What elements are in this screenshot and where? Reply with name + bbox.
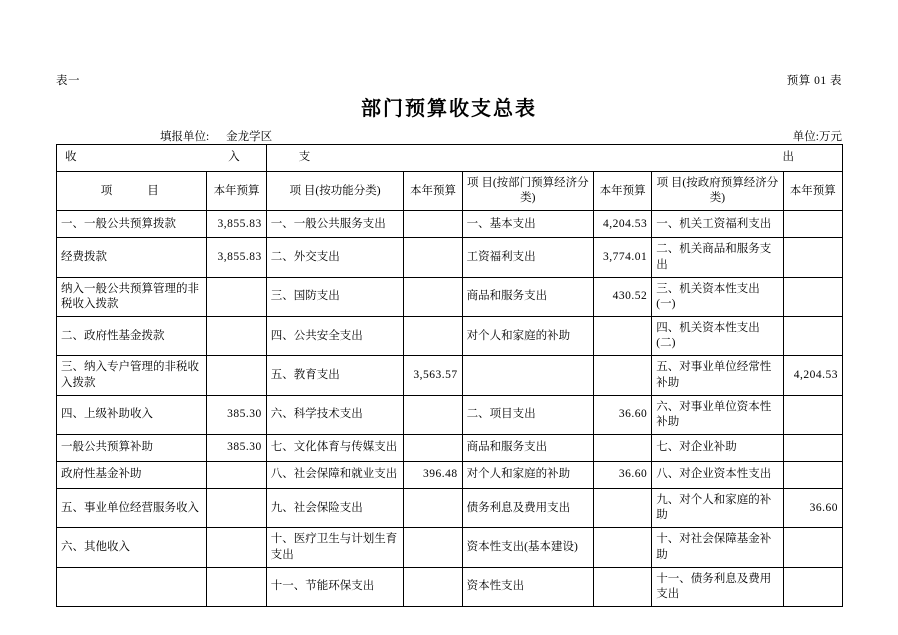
column-header-income-item: 项 目 (57, 172, 207, 211)
page-title: 部门预算收支总表 (361, 98, 537, 120)
dept-econ-item: 资本性支出(基本建设) (462, 528, 593, 567)
income-item: 一、一般公共预算拨款 (57, 211, 207, 238)
function-item: 六、科学技术支出 (266, 395, 404, 434)
column-header-dept-econ-item: 项 目(按部门预算经济分类) (462, 172, 593, 211)
group-header-expenditure-right: 出 (782, 151, 794, 164)
income-value (207, 462, 266, 489)
income-item: 三、纳入专户管理的非税收入拨款 (57, 356, 207, 395)
function-item: 一、一般公共服务支出 (266, 211, 404, 238)
income-item (57, 567, 207, 606)
function-value (404, 567, 462, 606)
table-row (57, 528, 843, 567)
function-value (404, 238, 462, 277)
income-item: 一般公共预算补助 (57, 435, 207, 462)
group-header-expenditure (266, 145, 842, 172)
dept-econ-value (594, 317, 652, 356)
dept-econ-item: 对个人和家庭的补助 (462, 317, 593, 356)
gov-econ-item: 八、对企业资本性支出 (652, 462, 783, 489)
income-value: 385.30 (207, 395, 266, 434)
page-top-tags (56, 72, 842, 88)
gov-econ-item: 二、机关商品和服务支出 (652, 238, 783, 277)
function-value: 396.48 (404, 462, 462, 489)
function-value (404, 489, 462, 528)
function-value (404, 435, 462, 462)
table-row (57, 317, 843, 356)
group-header-income-right: 入 (228, 151, 240, 164)
income-value (207, 356, 266, 395)
function-item: 十一、节能环保支出 (266, 567, 404, 606)
table-row (57, 395, 843, 434)
function-item: 九、社会保险支出 (266, 489, 404, 528)
table-row (57, 238, 843, 277)
dept-econ-value (594, 528, 652, 567)
gov-econ-value (783, 317, 842, 356)
column-header-gov-econ-item: 项 目(按政府预算经济分类) (652, 172, 783, 211)
table-row (57, 356, 843, 395)
gov-econ-item: 九、对个人和家庭的补助 (652, 489, 783, 528)
income-item: 纳入一般公共预算管理的非税收入拨款 (57, 277, 207, 316)
table-row (57, 462, 843, 489)
column-header-function-budget: 本年预算 (404, 172, 462, 211)
gov-econ-value (783, 567, 842, 606)
table-column-header-row (57, 172, 843, 211)
dept-econ-item: 二、项目支出 (462, 395, 593, 434)
gov-econ-item: 三、机关资本性支出(一) (652, 277, 783, 316)
gov-econ-item: 十一、债务利息及费用支出 (652, 567, 783, 606)
function-item: 八、社会保障和就业支出 (266, 462, 404, 489)
income-value (207, 567, 266, 606)
gov-econ-item: 六、对事业单位资本性补助 (652, 395, 783, 434)
filler-unit-value: 金龙学区 (226, 131, 273, 143)
report-meta (56, 128, 842, 144)
function-value: 3,563.57 (404, 356, 462, 395)
income-item: 五、事业单位经营服务收入 (57, 489, 207, 528)
budget-form-number: 预算 01 表 (786, 75, 842, 87)
function-value (404, 277, 462, 316)
function-item: 七、文化体育与传媒支出 (266, 435, 404, 462)
dept-econ-value (594, 356, 652, 395)
column-header-gov-econ-budget: 本年预算 (783, 172, 842, 211)
function-item: 十、医疗卫生与计划生育支出 (266, 528, 404, 567)
income-item: 四、上级补助收入 (57, 395, 207, 434)
form-tag: 表一 (56, 75, 80, 87)
dept-econ-item: 资本性支出 (462, 567, 593, 606)
dept-econ-value (594, 435, 652, 462)
dept-econ-value: 3,774.01 (594, 238, 652, 277)
gov-econ-value (783, 238, 842, 277)
table-group-header-row (57, 145, 843, 172)
function-item: 五、教育支出 (266, 356, 404, 395)
function-value (404, 317, 462, 356)
gov-econ-item: 一、机关工资福利支出 (652, 211, 783, 238)
gov-econ-value: 4,204.53 (783, 356, 842, 395)
dept-econ-item: 债务利息及费用支出 (462, 489, 593, 528)
gov-econ-value (783, 528, 842, 567)
gov-econ-value (783, 211, 842, 238)
filler-unit (56, 128, 272, 144)
dept-econ-item: 工资福利支出 (462, 238, 593, 277)
group-header-income (57, 145, 267, 172)
income-item: 六、其他收入 (57, 528, 207, 567)
dept-econ-item: 对个人和家庭的补助 (462, 462, 593, 489)
table-row (57, 489, 843, 528)
dept-econ-item: 一、基本支出 (462, 211, 593, 238)
table-row (57, 435, 843, 462)
dept-econ-item (462, 356, 593, 395)
dept-econ-value: 36.60 (594, 395, 652, 434)
income-value (207, 489, 266, 528)
income-value: 385.30 (207, 435, 266, 462)
dept-econ-item: 商品和服务支出 (462, 435, 593, 462)
gov-econ-value (783, 462, 842, 489)
income-value: 3,855.83 (207, 238, 266, 277)
column-header-dept-econ-budget: 本年预算 (594, 172, 652, 211)
gov-econ-item: 四、机关资本性支出(二) (652, 317, 783, 356)
dept-econ-item: 商品和服务支出 (462, 277, 593, 316)
dept-econ-value (594, 567, 652, 606)
income-value (207, 317, 266, 356)
function-item: 四、公共安全支出 (266, 317, 404, 356)
gov-econ-value (783, 435, 842, 462)
income-item: 二、政府性基金拨款 (57, 317, 207, 356)
amount-unit-note: 单位:万元 (792, 131, 842, 143)
function-item: 二、外交支出 (266, 238, 404, 277)
function-value (404, 395, 462, 434)
budget-summary-table (56, 144, 843, 607)
dept-econ-value: 4,204.53 (594, 211, 652, 238)
gov-econ-value (783, 277, 842, 316)
group-header-expenditure-left: 支 (298, 151, 311, 164)
gov-econ-item: 十、对社会保障基金补助 (652, 528, 783, 567)
income-item: 经费拨款 (57, 238, 207, 277)
gov-econ-value: 36.60 (783, 489, 842, 528)
column-header-income-budget: 本年预算 (207, 172, 266, 211)
income-value (207, 528, 266, 567)
income-value (207, 277, 266, 316)
function-value (404, 528, 462, 567)
income-item: 政府性基金补助 (57, 462, 207, 489)
gov-econ-item: 七、对企业补助 (652, 435, 783, 462)
table-row (57, 277, 843, 316)
dept-econ-value: 36.60 (594, 462, 652, 489)
function-item: 三、国防支出 (266, 277, 404, 316)
table-row (57, 567, 843, 606)
gov-econ-value (783, 395, 842, 434)
dept-econ-value (594, 489, 652, 528)
table-row (57, 211, 843, 238)
function-value (404, 211, 462, 238)
gov-econ-item: 五、对事业单位经常性补助 (652, 356, 783, 395)
dept-econ-value: 430.52 (594, 277, 652, 316)
income-value: 3,855.83 (207, 211, 266, 238)
column-header-function-item: 项 目(按功能分类) (266, 172, 404, 211)
filler-unit-label: 填报单位: (160, 131, 210, 143)
group-header-income-left: 收 (65, 151, 77, 164)
